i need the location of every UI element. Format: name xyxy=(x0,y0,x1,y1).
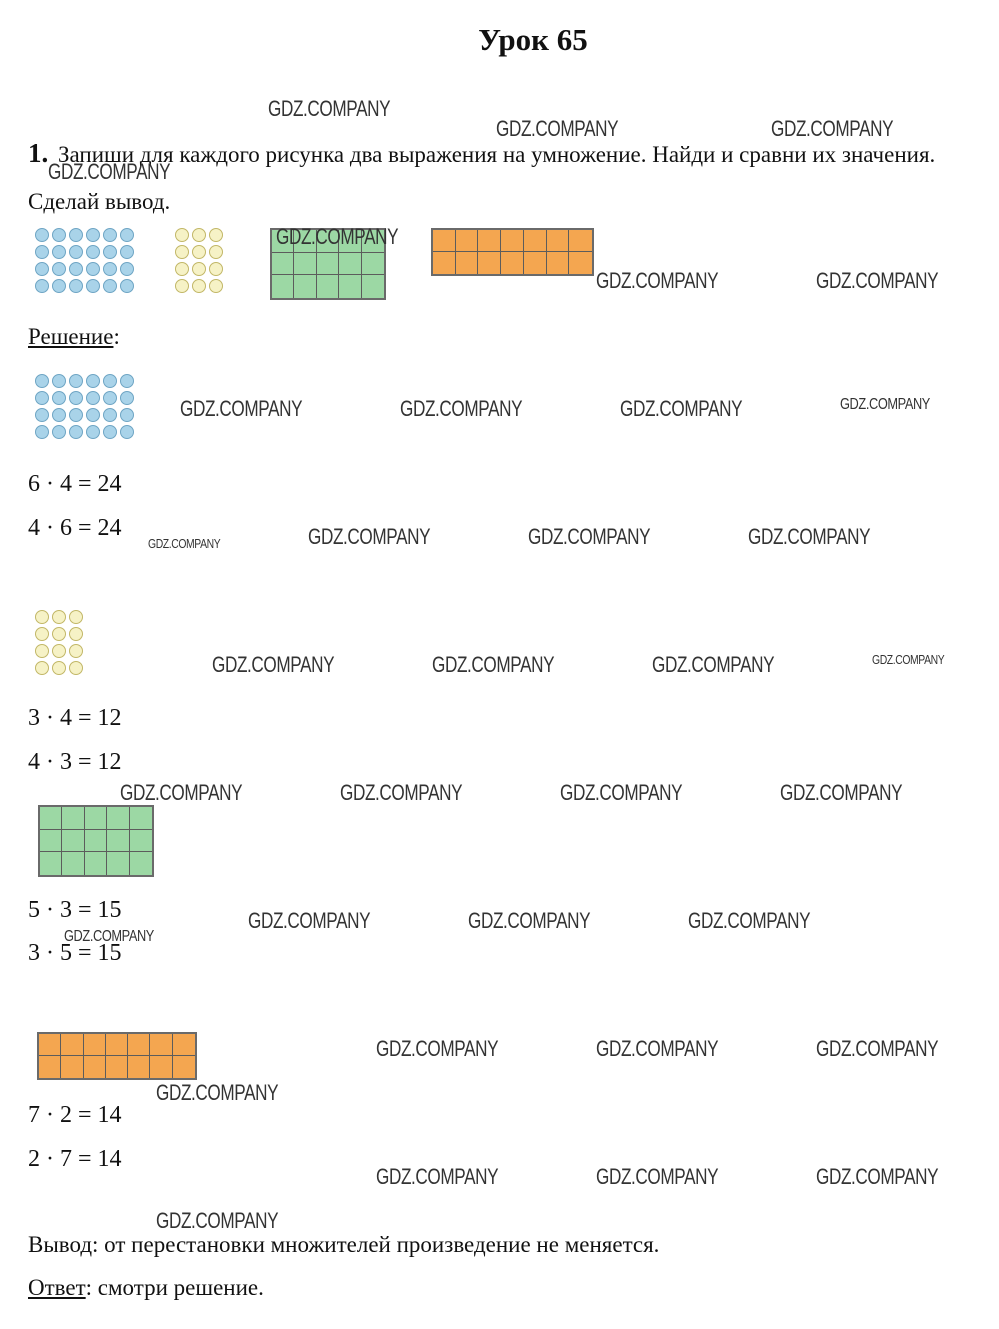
watermark: GDZ.COMPANY xyxy=(840,396,930,413)
grid-cell xyxy=(569,230,592,252)
dot xyxy=(192,228,206,242)
watermark: GDZ.COMPANY xyxy=(620,396,743,421)
grid-cell xyxy=(294,275,316,298)
grid-cell xyxy=(173,1034,195,1056)
watermark: GDZ.COMPANY xyxy=(816,268,939,293)
grid-cell xyxy=(569,252,592,274)
dot xyxy=(192,279,206,293)
dot xyxy=(69,425,83,439)
grid-cell xyxy=(478,230,501,252)
dot xyxy=(120,391,134,405)
dot xyxy=(69,245,83,259)
watermark: GDZ.COMPANY xyxy=(748,524,871,549)
dot xyxy=(35,391,49,405)
dot xyxy=(209,262,223,276)
grid-cell xyxy=(40,830,62,853)
watermark: GDZ.COMPANY xyxy=(596,268,719,293)
dot xyxy=(35,374,49,388)
solution-heading xyxy=(28,324,120,350)
dot xyxy=(52,408,66,422)
dot xyxy=(103,262,117,276)
watermark: GDZ.COMPANY xyxy=(432,652,555,677)
dot xyxy=(52,262,66,276)
equation-2a: 3 · 4 = 12 xyxy=(28,705,122,731)
equation-4b: 2 · 7 = 14 xyxy=(28,1146,122,1172)
grid-cell xyxy=(456,252,479,274)
watermark: GDZ.COMPANY xyxy=(528,524,651,549)
grid-cell xyxy=(61,1056,83,1078)
grid-cell xyxy=(317,253,339,276)
dot xyxy=(69,610,83,624)
grid-cell xyxy=(84,1034,106,1056)
dot xyxy=(86,408,100,422)
answer-text: : смотри решение. xyxy=(85,1275,264,1300)
dot xyxy=(35,279,49,293)
dot xyxy=(209,228,223,242)
dot xyxy=(52,644,66,658)
grid-cell xyxy=(524,230,547,252)
grid-cell xyxy=(150,1056,172,1078)
grid-cell xyxy=(85,807,107,830)
grid-cell xyxy=(106,1034,128,1056)
watermark: GDZ.COMPANY xyxy=(496,116,619,141)
grid-cell xyxy=(173,1056,195,1078)
grid-cell xyxy=(339,253,361,276)
task-figure-yellow-dots xyxy=(175,228,223,293)
task-figure-blue-dots xyxy=(35,228,134,293)
dot xyxy=(35,425,49,439)
grid-cell xyxy=(40,807,62,830)
dot xyxy=(86,262,100,276)
watermark: GDZ.COMPANY xyxy=(148,536,221,551)
equation-1a: 6 · 4 = 24 xyxy=(28,471,122,497)
watermark: GDZ.COMPANY xyxy=(560,780,683,805)
grid-cell xyxy=(150,1034,172,1056)
grid-cell xyxy=(501,252,524,274)
watermark: GDZ.COMPANY xyxy=(64,928,154,945)
dot xyxy=(192,245,206,259)
solution-figure-orange-grid xyxy=(37,1032,197,1080)
dot-array xyxy=(175,228,223,293)
dot-array xyxy=(35,374,134,439)
grid-cell xyxy=(61,1034,83,1056)
grid-cell xyxy=(478,252,501,274)
grid-cell xyxy=(62,852,84,875)
grid-cell xyxy=(433,230,456,252)
task-text: Запиши для каждого рисунка два выражения на умножение. Найди и сравни их значения. Сделай вывод. xyxy=(28,142,936,214)
dot xyxy=(86,425,100,439)
dot xyxy=(69,661,83,675)
dot xyxy=(175,262,189,276)
watermark: GDZ.COMPANY xyxy=(268,96,391,121)
dot xyxy=(175,245,189,259)
grid-cell xyxy=(85,852,107,875)
watermark: GDZ.COMPANY xyxy=(248,908,371,933)
dot xyxy=(69,374,83,388)
watermark: GDZ.COMPANY xyxy=(120,780,243,805)
equation-1b: 4 · 6 = 24 xyxy=(28,515,122,541)
dot xyxy=(120,279,134,293)
watermark: GDZ.COMPANY xyxy=(308,524,431,549)
dot xyxy=(209,245,223,259)
watermark: GDZ.COMPANY xyxy=(780,780,903,805)
watermark: GDZ.COMPANY xyxy=(156,1080,279,1105)
dot xyxy=(175,228,189,242)
dot xyxy=(52,279,66,293)
watermark: GDZ.COMPANY xyxy=(212,652,335,677)
watermark: GDZ.COMPANY xyxy=(652,652,775,677)
dot xyxy=(69,262,83,276)
answer-label: Ответ xyxy=(28,1275,86,1300)
dot xyxy=(103,391,117,405)
dot xyxy=(52,391,66,405)
dot xyxy=(35,228,49,242)
dot xyxy=(52,374,66,388)
watermark: GDZ.COMPANY xyxy=(400,396,523,421)
dot xyxy=(52,610,66,624)
dot xyxy=(52,245,66,259)
dot xyxy=(86,391,100,405)
dot xyxy=(69,408,83,422)
grid-cell xyxy=(362,253,384,276)
watermark: GDZ.COMPANY xyxy=(48,159,171,184)
grid-cell xyxy=(62,807,84,830)
dot xyxy=(192,262,206,276)
equation-2b: 4 · 3 = 12 xyxy=(28,749,122,775)
dot xyxy=(103,228,117,242)
grid-cell xyxy=(107,807,129,830)
answer-line xyxy=(28,1275,264,1301)
cell-grid xyxy=(38,805,154,877)
dot xyxy=(86,245,100,259)
solution-figure-yellow-dots xyxy=(35,610,83,675)
grid-cell xyxy=(501,230,524,252)
watermark: GDZ.COMPANY xyxy=(816,1164,939,1189)
solution-colon: : xyxy=(113,324,120,349)
grid-cell xyxy=(456,230,479,252)
dot xyxy=(120,408,134,422)
dot xyxy=(86,228,100,242)
grid-cell xyxy=(39,1034,61,1056)
dot xyxy=(120,374,134,388)
solution-label: Решение xyxy=(28,324,114,349)
watermark: GDZ.COMPANY xyxy=(376,1036,499,1061)
dot-array xyxy=(35,610,83,675)
dot xyxy=(120,228,134,242)
grid-cell xyxy=(130,830,152,853)
dot-array xyxy=(35,228,134,293)
dot xyxy=(103,425,117,439)
grid-cell xyxy=(128,1034,150,1056)
grid-cell xyxy=(84,1056,106,1078)
grid-cell xyxy=(128,1056,150,1078)
watermark: GDZ.COMPANY xyxy=(180,396,303,421)
grid-cell xyxy=(107,852,129,875)
dot xyxy=(120,262,134,276)
grid-cell xyxy=(272,275,294,298)
dot xyxy=(86,374,100,388)
dot xyxy=(52,627,66,641)
watermark: GDZ.COMPANY xyxy=(468,908,591,933)
dot xyxy=(35,610,49,624)
dot xyxy=(103,374,117,388)
dot xyxy=(103,279,117,293)
dot xyxy=(103,245,117,259)
dot xyxy=(69,627,83,641)
grid-cell xyxy=(362,275,384,298)
dot xyxy=(35,408,49,422)
dot xyxy=(69,228,83,242)
dot xyxy=(35,644,49,658)
solution-figure-green-grid xyxy=(38,805,154,877)
grid-cell xyxy=(107,830,129,853)
dot xyxy=(120,425,134,439)
dot xyxy=(35,262,49,276)
grid-cell xyxy=(547,252,570,274)
equation-4a: 7 · 2 = 14 xyxy=(28,1102,122,1128)
watermark: GDZ.COMPANY xyxy=(688,908,811,933)
dot xyxy=(52,661,66,675)
dot xyxy=(69,391,83,405)
grid-cell xyxy=(524,252,547,274)
grid-cell xyxy=(317,275,339,298)
conclusion: Вывод: от перестановки множителей произведение не меняется. xyxy=(28,1232,660,1257)
solution-figure-blue-dots xyxy=(35,374,134,439)
grid-cell xyxy=(85,830,107,853)
watermark: GDZ.COMPANY xyxy=(376,1164,499,1189)
dot xyxy=(35,627,49,641)
grid-cell xyxy=(272,253,294,276)
watermark: GDZ.COMPANY xyxy=(596,1036,719,1061)
grid-cell xyxy=(433,252,456,274)
dot xyxy=(175,279,189,293)
grid-cell xyxy=(39,1056,61,1078)
dot xyxy=(86,279,100,293)
watermark: GDZ.COMPANY xyxy=(156,1208,279,1233)
dot xyxy=(35,245,49,259)
grid-cell xyxy=(294,253,316,276)
watermark: GDZ.COMPANY xyxy=(276,224,399,249)
task-figure-orange-grid xyxy=(431,228,594,276)
task-number: 1. xyxy=(28,138,49,168)
equation-3a: 5 · 3 = 15 xyxy=(28,897,122,923)
grid-cell xyxy=(106,1056,128,1078)
watermark: GDZ.COMPANY xyxy=(596,1164,719,1189)
watermark: GDZ.COMPANY xyxy=(340,780,463,805)
dot xyxy=(52,425,66,439)
cell-grid xyxy=(431,228,594,276)
lesson-title: Урок 65 xyxy=(478,22,588,57)
dot xyxy=(52,228,66,242)
grid-cell xyxy=(62,830,84,853)
grid-cell xyxy=(130,852,152,875)
watermark: GDZ.COMPANY xyxy=(771,116,894,141)
equation-3b: 3 · 5 = 15 xyxy=(28,940,122,966)
cell-grid xyxy=(37,1032,197,1080)
grid-cell xyxy=(40,852,62,875)
dot xyxy=(103,408,117,422)
grid-cell xyxy=(130,807,152,830)
watermark: GDZ.COMPANY xyxy=(816,1036,939,1061)
dot xyxy=(69,644,83,658)
dot xyxy=(69,279,83,293)
grid-cell xyxy=(339,275,361,298)
watermark: GDZ.COMPANY xyxy=(872,652,945,667)
grid-cell xyxy=(547,230,570,252)
dot xyxy=(209,279,223,293)
dot xyxy=(35,661,49,675)
dot xyxy=(120,245,134,259)
